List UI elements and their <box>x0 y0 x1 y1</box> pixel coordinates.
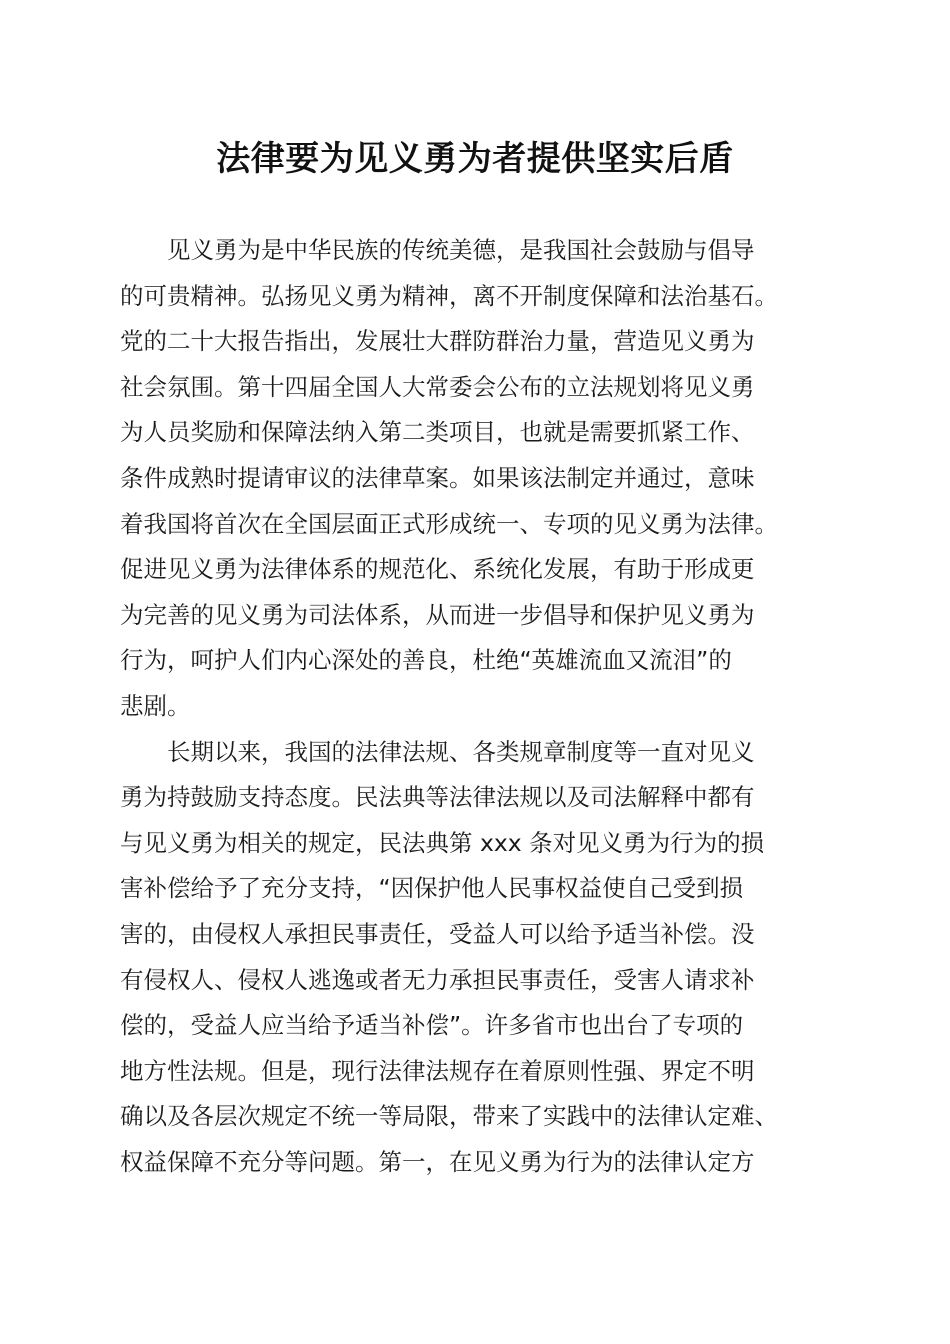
paragraph-1-line: 见义勇为是中华民族的传统美德，是我国社会鼓励与倡导 <box>167 236 755 264</box>
paragraph-2-line: 勇为持鼓励支持态度。民法典等法律法规以及司法解释中都有 <box>120 783 755 812</box>
paragraph-2-line: 确以及各层次规定不统一等局限，带来了实践中的法律认定难、 <box>120 1102 778 1131</box>
paragraph-1-line: 社会氛围。第十四届全国人大常委会公布的立法规划将见义勇 <box>120 372 755 401</box>
article-body <box>120 228 832 1185</box>
paragraph-1-line: 为完善的见义勇为司法体系，从而进一步倡导和保护见义勇为 <box>120 600 755 629</box>
paragraph-1-line: 条件成熟时提请审议的法律草案。如果该法制定并通过，意味 <box>120 463 755 492</box>
paragraph-2-line: 地方性法规。但是，现行法律法规存在着原则性强、界定不明 <box>120 1056 755 1085</box>
paragraph-1-line: 行为，呵护人们内心深处的善良，杜绝“英雄流血又流泪”的 <box>120 646 732 675</box>
page-title: 法律要为见义勇为者提供坚实后盾 <box>216 139 734 179</box>
paragraph-2-line: 与见义勇为相关的规定，民法典第 xxx 条对见义勇为行为的损 <box>120 828 765 857</box>
paragraph-1-line: 悲剧。 <box>120 691 191 720</box>
paragraph-2-line: 害的，由侵权人承担民事责任，受益人可以给予适当补偿。没 <box>120 919 755 948</box>
paragraph-2-line: 权益保障不充分等问题。第一，在见义勇为行为的法律认定方 <box>120 1147 755 1176</box>
paragraph-2-line: 偿的，受益人应当给予适当补偿”。许多省市也出台了专项的 <box>120 1011 744 1040</box>
paragraph-2-line: 有侵权人、侵权人逃逸或者无力承担民事责任，受害人请求补 <box>120 965 755 994</box>
paragraph-1-line: 促进见义勇为法律体系的规范化、系统化发展，有助于形成更 <box>120 555 755 584</box>
paragraph-1-line: 为人员奖励和保障法纳入第二类项目，也就是需要抓紧工作、 <box>120 418 755 447</box>
paragraph-2-line: 长期以来，我国的法律法规、各类规章制度等一直对见义 <box>167 737 755 766</box>
paragraph-1-line: 着我国将首次在全国层面正式形成统一、专项的见义勇为法律。 <box>120 509 778 538</box>
paragraph-1-line: 的可贵精神。弘扬见义勇为精神，离不开制度保障和法治基石。 <box>120 281 778 310</box>
paragraph-1-line: 党的二十大报告指出，发展壮大群防群治力量，营造见义勇为 <box>120 327 755 356</box>
paragraph-2-line: 害补偿给予了充分支持，“因保护他人民事权益使自己受到损 <box>120 874 744 903</box>
